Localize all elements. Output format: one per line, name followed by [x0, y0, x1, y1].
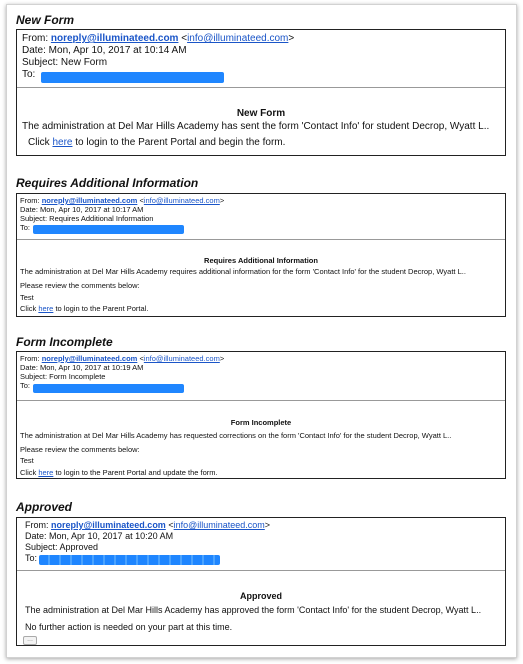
date-line: Date: Mon, Apr 10, 2017 at 10:20 AM [25, 531, 174, 541]
from-line [20, 196, 224, 205]
to-label: To: [25, 553, 38, 563]
header-divider [17, 239, 505, 240]
from-label: From: [25, 520, 49, 530]
click-prefix: Click [20, 468, 37, 477]
header-divider [17, 400, 505, 401]
from-label: From: [20, 196, 40, 205]
click-suffix: to login to the Parent Portal and update the form. [55, 468, 218, 477]
here-link[interactable]: here [38, 468, 54, 477]
from-address-link[interactable]: noreply@illuminateed.com [50, 33, 179, 44]
redacted-recipient [39, 555, 220, 565]
document-page [6, 4, 517, 658]
header-divider [17, 87, 505, 88]
section-title: Requires Additional Information [16, 176, 199, 190]
from-line [20, 354, 224, 363]
reply-open: < [181, 33, 188, 44]
from-address-link[interactable]: noreply@illuminateed.com [41, 196, 138, 205]
redacted-recipient [33, 225, 184, 234]
message-text: The administration at Del Mar Hills Academy has approved the form 'Contact Info' for the student Decrop, Wyatt L.. [25, 605, 482, 615]
date-line: Date: Mon, Apr 10, 2017 at 10:14 AM [22, 45, 187, 56]
header-divider [17, 570, 505, 571]
subject-line: Subject: Approved [25, 542, 99, 552]
to-label: To: [20, 381, 31, 390]
reply-close: > [219, 196, 225, 205]
comment-text: Test [20, 456, 34, 465]
body-title: Requires Additional Information [204, 256, 318, 265]
redacted-recipient [41, 72, 224, 83]
reply-address-link[interactable]: info@illuminateed.com [187, 33, 289, 44]
from-address-link[interactable]: noreply@illuminateed.com [51, 520, 166, 530]
reply-address-link[interactable]: info@illuminateed.com [143, 354, 220, 363]
subject-line: Subject: Requires Additional Information [20, 214, 154, 223]
here-link[interactable]: here [52, 137, 73, 148]
reply-close: > [264, 520, 271, 530]
section-title: New Form [16, 13, 75, 27]
review-text: Please review the comments below: [20, 445, 140, 454]
section-title: Approved [16, 500, 73, 514]
from-label: From: [22, 33, 49, 44]
click-line [20, 468, 218, 477]
email-requires-info [16, 193, 506, 317]
review-text: Please review the comments below: [20, 281, 140, 290]
reply-address-link[interactable]: info@illuminateed.com [173, 520, 265, 530]
comment-text: Test [20, 293, 34, 302]
reply-close: > [219, 354, 225, 363]
click-line [20, 304, 148, 313]
message-text: The administration at Del Mar Hills Academy has requested corrections on the form 'Contact Info' for the student Decrop, Wyatt L.. [20, 431, 452, 440]
from-address-link[interactable]: noreply@illuminateed.com [41, 354, 138, 363]
show-trimmed-content-button[interactable]: ... [23, 636, 37, 645]
section-title: Form Incomplete [16, 335, 113, 349]
click-prefix: Click [20, 304, 37, 313]
email-approved [16, 517, 506, 646]
no-action-text: No further action is needed on your part at this time. [25, 622, 233, 632]
email-new-form [16, 29, 506, 156]
to-label: To: [20, 223, 31, 232]
reply-address-link[interactable]: info@illuminateed.com [143, 196, 220, 205]
click-prefix: Click [28, 137, 50, 148]
email-form-incomplete [16, 351, 506, 479]
body-title: Approved [239, 591, 282, 601]
from-line [25, 520, 270, 530]
subject-line: Subject: Form Incomplete [20, 372, 106, 381]
date-line: Date: Mon, Apr 10, 2017 at 10:19 AM [20, 363, 144, 372]
click-line [28, 137, 285, 148]
redacted-recipient [33, 384, 184, 393]
from-label: From: [20, 354, 40, 363]
body-title: Form Incomplete [230, 418, 292, 427]
subject-line: Subject: New Form [22, 57, 108, 68]
click-suffix: to login to the Parent Portal and begin the form. [75, 137, 286, 148]
reply-close: > [288, 33, 295, 44]
to-label: To: [22, 69, 36, 80]
message-text: The administration at Del Mar Hills Academy requires additional information for the form 'Contact Info' for the student Decrop, Wyatt L.. [20, 267, 466, 276]
body-title: New Form [236, 108, 286, 119]
reply-open: < [139, 354, 144, 363]
date-line: Date: Mon, Apr 10, 2017 at 10:17 AM [20, 205, 144, 214]
message-text: The administration at Del Mar Hills Academy has sent the form 'Contact Info' for student Decrop, Wyatt L.. [22, 121, 490, 132]
here-link[interactable]: here [38, 304, 54, 313]
reply-open: < [139, 196, 144, 205]
click-suffix: to login to the Parent Portal. [55, 304, 149, 313]
from-line [22, 33, 294, 44]
reply-open: < [168, 520, 174, 530]
